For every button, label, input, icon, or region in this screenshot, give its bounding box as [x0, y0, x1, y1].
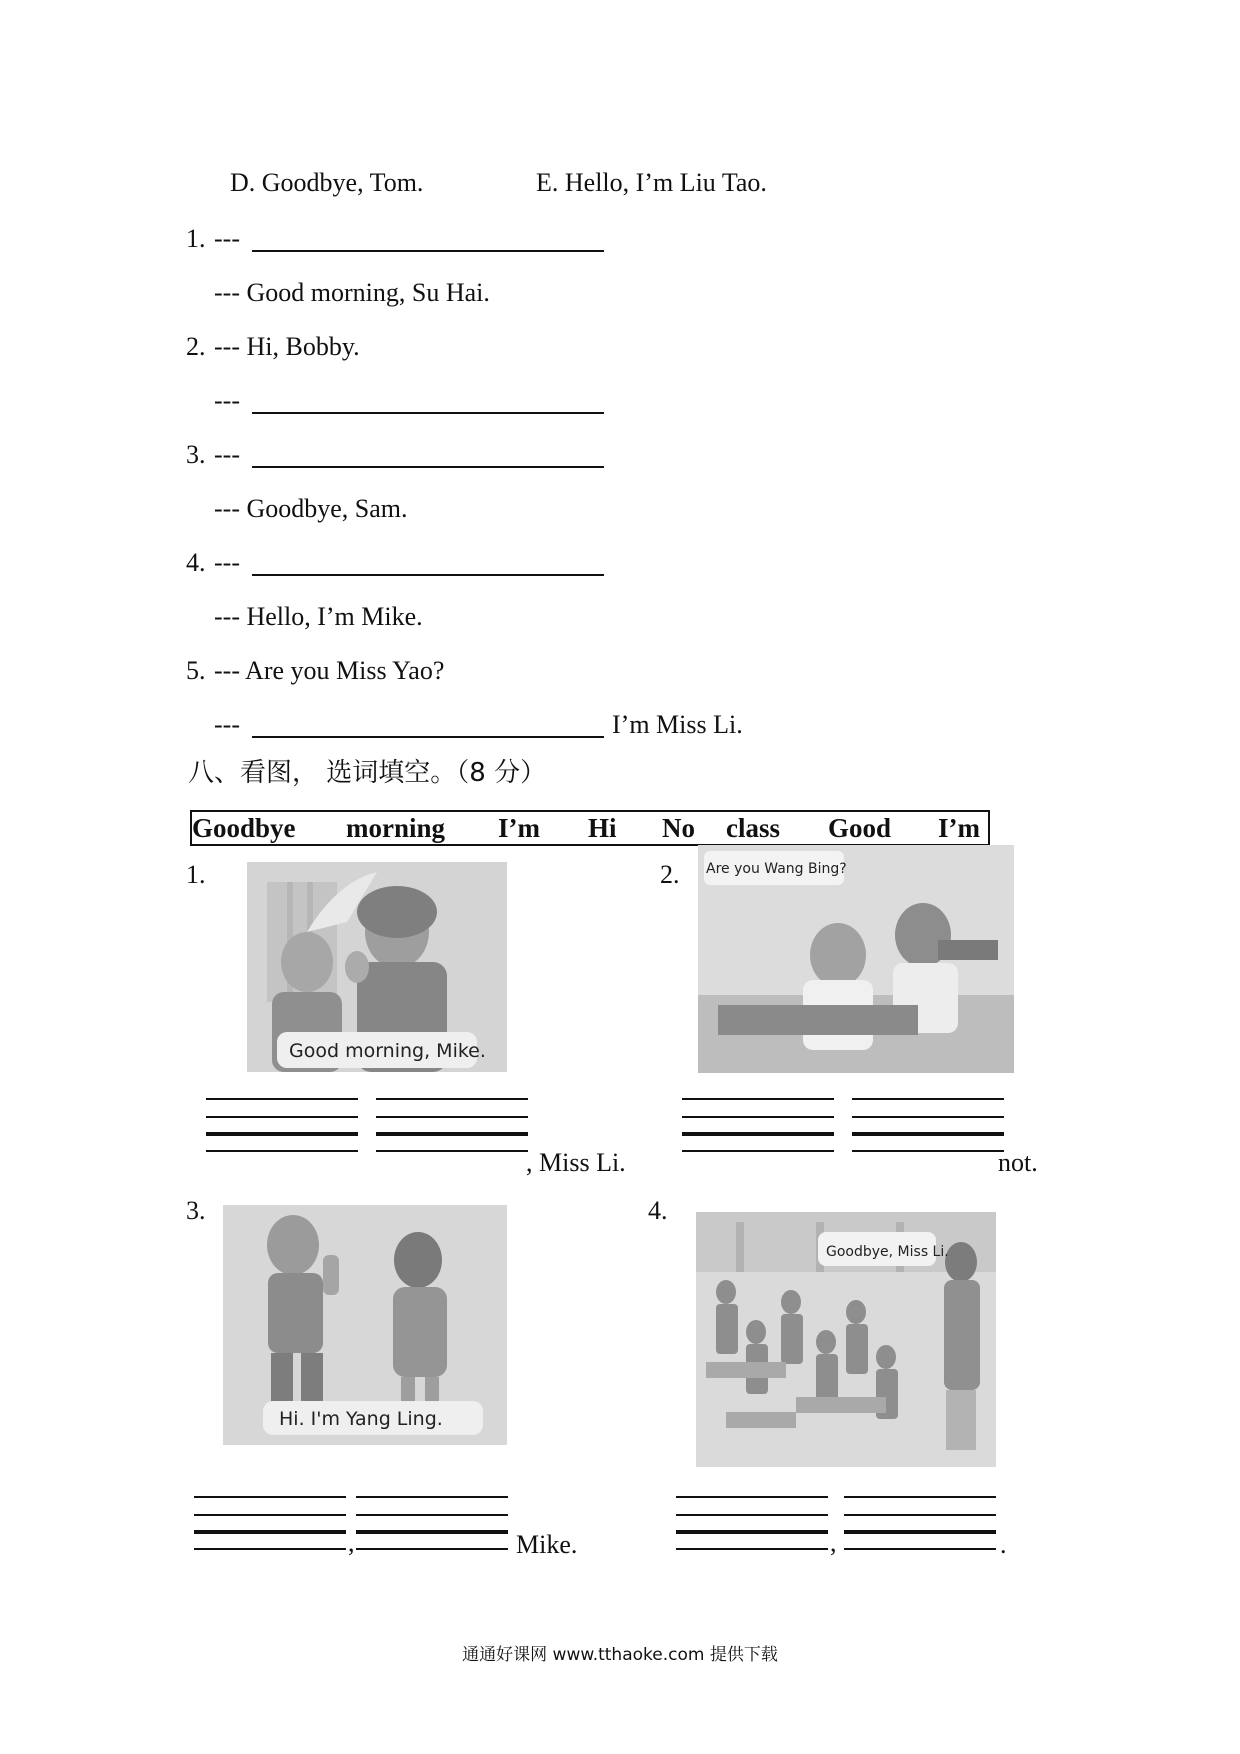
- dialogue-5-number: 5.: [186, 656, 206, 685]
- dialogue-1-line-b: --- Good morning, Su Hai.: [214, 278, 490, 307]
- picture-4-number: 4.: [648, 1196, 668, 1225]
- dialogue-4-number: 4.: [186, 548, 206, 577]
- word-hi: Hi: [588, 813, 617, 843]
- dialogue-2-line-b: ---: [214, 386, 240, 415]
- dialogue-3-line-a: ---: [214, 440, 240, 469]
- picture-2: [698, 845, 1014, 1073]
- option-d: D. Goodbye, Tom.: [230, 168, 424, 197]
- answer-lines-4b[interactable]: [844, 1496, 996, 1550]
- word-goodbye: Goodbye: [192, 813, 296, 843]
- picture-2-after-text: not.: [998, 1148, 1038, 1177]
- picture-3-number: 3.: [186, 1196, 206, 1225]
- option-e: E. Hello, I’m Liu Tao.: [536, 168, 767, 197]
- answer-lines-1b[interactable]: [376, 1098, 528, 1152]
- picture-1-after-text: , Miss Li.: [526, 1148, 626, 1177]
- dialogue-1-line-a: ---: [214, 224, 240, 253]
- answer-blank-5[interactable]: [252, 736, 604, 738]
- answer-lines-2a[interactable]: [682, 1098, 834, 1152]
- answer-lines-4a[interactable]: [676, 1496, 828, 1550]
- word-bank: [190, 810, 990, 846]
- picture-3-after-text: Mike.: [516, 1530, 578, 1559]
- answer-lines-3b[interactable]: [356, 1496, 508, 1550]
- dialogue-5-line-b: ---: [214, 710, 240, 739]
- answer-lines-3a[interactable]: [194, 1496, 346, 1550]
- word-class: class: [726, 813, 780, 843]
- picture-3-comma: ,: [348, 1528, 355, 1557]
- picture-4: [696, 1212, 996, 1467]
- picture-1: [247, 862, 507, 1072]
- answer-blank-2[interactable]: [252, 412, 604, 414]
- picture-3: [223, 1205, 507, 1445]
- section-8-heading: 八、看图， 选词填空。（8 分）: [188, 758, 547, 788]
- dialogue-5-line-b-after: I’m Miss Li.: [612, 710, 743, 739]
- picture-3-caption: Hi. I'm Yang Ling.: [279, 1408, 443, 1430]
- picture-4-after-text: .: [1000, 1530, 1007, 1559]
- dialogue-2-line-a: --- Hi, Bobby.: [214, 332, 360, 361]
- answer-lines-2b[interactable]: [852, 1098, 1004, 1152]
- word-good: Good: [828, 813, 892, 843]
- dialogue-3-number: 3.: [186, 440, 206, 469]
- footer-source: 通通好课网 www.tthaoke.com 提供下载: [462, 1645, 778, 1665]
- dialogue-2-number: 2.: [186, 332, 206, 361]
- word-morning: morning: [346, 813, 446, 843]
- dialogue-4-line-b: --- Hello, I’m Mike.: [214, 602, 423, 631]
- answer-blank-1[interactable]: [252, 250, 604, 252]
- picture-2-number: 2.: [660, 860, 680, 889]
- word-im-2: I’m: [938, 813, 980, 843]
- word-no: No: [662, 813, 695, 843]
- dialogue-4-line-a: ---: [214, 548, 240, 577]
- answer-blank-4[interactable]: [252, 574, 604, 576]
- answer-lines-1a[interactable]: [206, 1098, 358, 1152]
- dialogue-1-number: 1.: [186, 224, 206, 253]
- picture-4-caption: Goodbye, Miss Li.: [826, 1244, 949, 1260]
- picture-1-caption: Good morning, Mike.: [289, 1040, 486, 1062]
- dialogue-5-line-a: --- Are you Miss Yao?: [214, 656, 445, 685]
- dialogue-3-line-b: --- Goodbye, Sam.: [214, 494, 408, 523]
- picture-4-comma: ,: [830, 1528, 837, 1557]
- answer-blank-3[interactable]: [252, 466, 604, 468]
- picture-1-number: 1.: [186, 860, 206, 889]
- word-im-1: I’m: [498, 813, 540, 843]
- picture-2-caption: Are you Wang Bing?: [706, 861, 847, 877]
